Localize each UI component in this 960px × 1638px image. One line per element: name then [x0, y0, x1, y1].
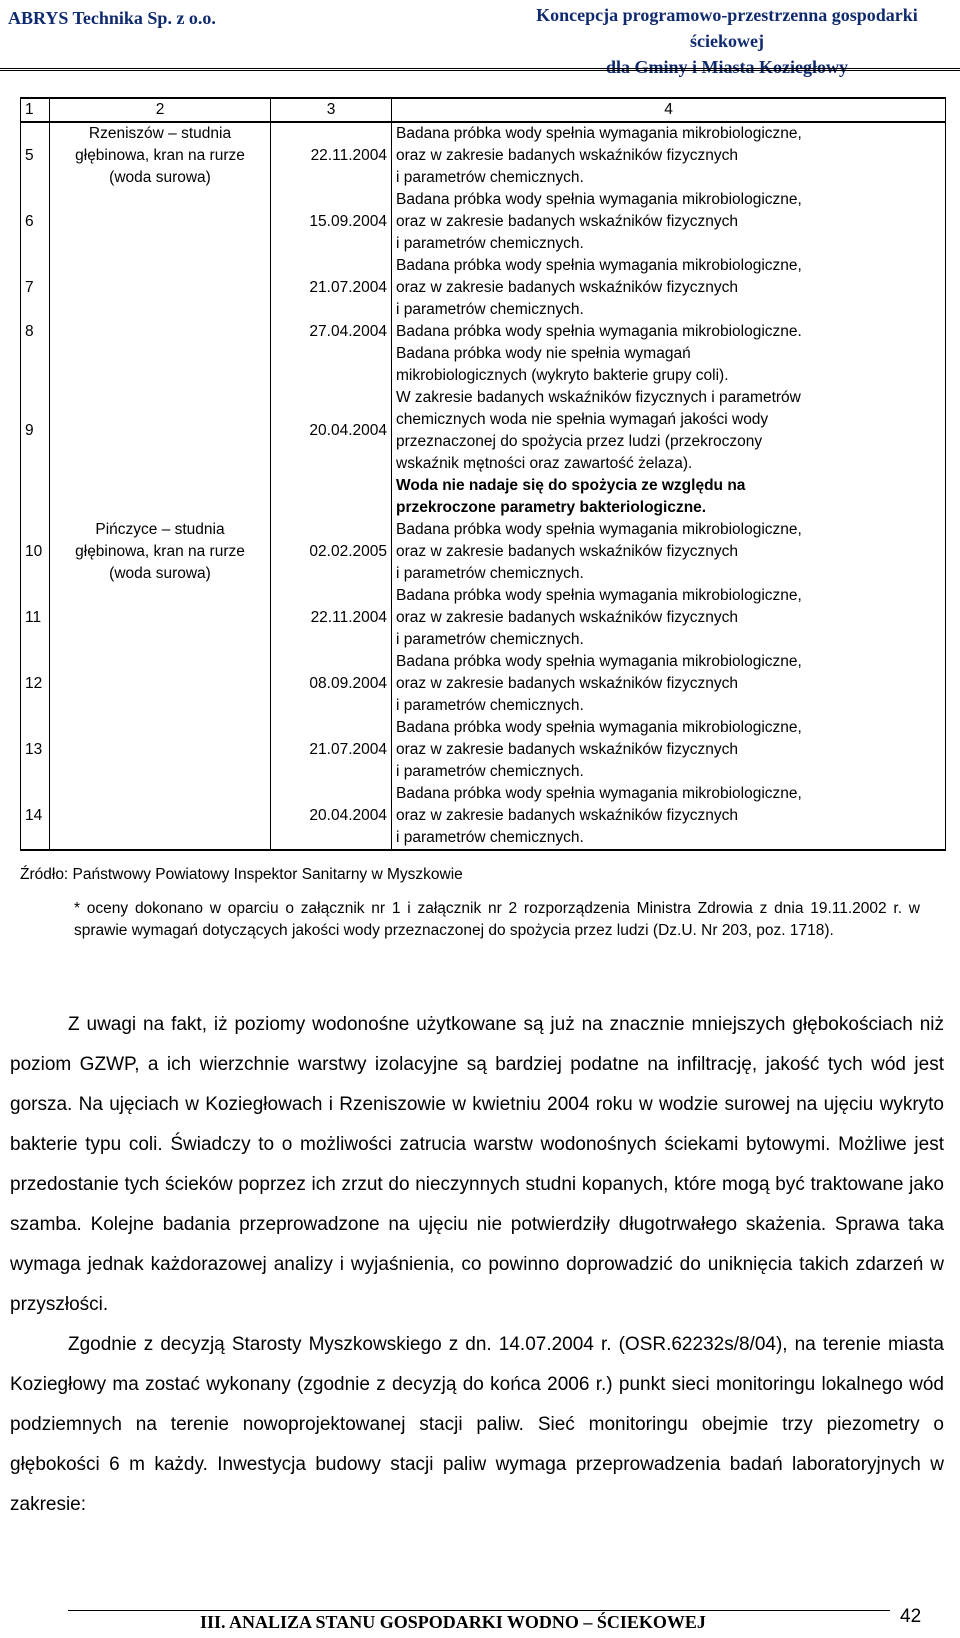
- location-line: głębinowa, kran na rurze: [75, 147, 245, 164]
- location-line: (woda surowa): [109, 565, 211, 582]
- test-result: [392, 717, 946, 783]
- row-number: 5: [21, 122, 50, 189]
- result-line: Badana próbka wody spełnia wymagania mikrobiologiczne,: [396, 587, 802, 604]
- result-line: i parametrów chemicznych.: [396, 235, 584, 252]
- result-line: i parametrów chemicznych.: [396, 763, 584, 780]
- result-conclusion-line: przekroczone parametry bakteriologiczne.: [396, 499, 707, 516]
- location-line: (woda surowa): [109, 169, 211, 186]
- row-number: 9: [21, 343, 50, 519]
- sampling-location: [50, 783, 271, 850]
- result-line: i parametrów chemicznych.: [396, 565, 584, 582]
- test-result: [392, 783, 946, 850]
- table-row: [21, 321, 946, 343]
- result-line: Badana próbka wody spełnia wymagania mikrobiologiczne,: [396, 125, 802, 142]
- sampling-location: [50, 717, 271, 783]
- footer-rule: [68, 1610, 890, 1611]
- sample-date: 08.09.2004: [271, 651, 392, 717]
- result-line: Badana próbka wody spełnia wymagania mikrobiologiczne,: [396, 521, 802, 538]
- result-line: Badana próbka wody spełnia wymagania mikrobiologiczne,: [396, 191, 802, 208]
- table-row: [21, 651, 946, 717]
- test-result: [392, 519, 946, 585]
- page-header: [8, 0, 952, 77]
- sampling-location: [50, 189, 271, 255]
- result-line: i parametrów chemicznych.: [396, 829, 584, 846]
- sample-date: 21.07.2004: [271, 717, 392, 783]
- result-conclusion-line: Woda nie nadaje się do spożycia ze względu na: [396, 477, 746, 494]
- sample-date: 02.02.2005: [271, 519, 392, 585]
- row-number: 10: [21, 519, 50, 585]
- result-line: oraz w zakresie badanych wskaźników fizycznych: [396, 543, 738, 560]
- result-line: oraz w zakresie badanych wskaźników fizycznych: [396, 675, 738, 692]
- table-row: [21, 717, 946, 783]
- test-result: [392, 651, 946, 717]
- result-line: W zakresie badanych wskaźników fizycznych i parametrów: [396, 389, 801, 406]
- result-line: i parametrów chemicznych.: [396, 301, 584, 318]
- result-line: mikrobiologicznych (wykryto bakterie grupy coli).: [396, 367, 729, 384]
- row-number: 12: [21, 651, 50, 717]
- document-title-line-2: dla Gminy i Miasta Koziegłowy: [606, 57, 848, 77]
- result-line: oraz w zakresie badanych wskaźników fizycznych: [396, 279, 738, 296]
- test-result: [392, 189, 946, 255]
- sampling-location: [50, 585, 271, 651]
- row-number: 11: [21, 585, 50, 651]
- sample-date: 20.04.2004: [271, 783, 392, 850]
- table-header-row: [21, 98, 946, 122]
- test-result: [392, 255, 946, 321]
- test-result: [392, 321, 946, 343]
- footnote: * oceny dokonano w oparciu o załącznik nr 1 i załącznik nr 2 rozporządzenia Ministra Zdrowia z dnia 19.11.2002 r. w sprawie wymagań dotyczących jakości wody przeznaczonej do spożycia przez ludzi (Dz.U. Nr 203, poz. 1718).: [74, 900, 920, 939]
- table-row: [21, 343, 946, 519]
- body-paragraph: Z uwagi na fakt, iż poziomy wodonośne użytkowane są już na znacznie mniejszych głębokościach niż poziom GZWP, a ich wierzchnie warstwy izolacyjne są bardziej podatne na infiltrację, jakość tych wód jest gorsza. Na ujęciach w Koziegłowach i Rzeniszowie w kwietniu 2004 roku w wodzie surowej na ujęciu wykryto bakterie typu coli. Świadczy to o możliwości zatrucia warstw wodonośnych ściekami bytowymi. Możliwe jest przedostanie tych ścieków poprzez ich zrzut do nieczynnych studni kopanych, które mogą być traktowane jako szamba. Kolejne badania przeprowadzone na ujęciu nie potwierdziły długotrwałego skażenia. Sprawa taka wymaga jednak każdorazowej analizy i wyjaśnienia, co powinno doprowadzić do uniknięcia takich zdarzeń w przyszłości.: [10, 1014, 944, 1315]
- row-number: 7: [21, 255, 50, 321]
- result-line: Badana próbka wody spełnia wymagania mikrobiologiczne,: [396, 653, 802, 670]
- table-row: [21, 519, 946, 585]
- result-line: Badana próbka wody spełnia wymagania mikrobiologiczne,: [396, 257, 802, 274]
- location-line: Pińczyce – studnia: [95, 521, 225, 538]
- result-line: oraz w zakresie badanych wskaźników fizycznych: [396, 147, 738, 164]
- result-line: przeznaczonej do spożycia przez ludzi (przekroczony: [396, 433, 763, 450]
- test-result: [392, 585, 946, 651]
- row-number: 14: [21, 783, 50, 850]
- sampling-location: [50, 321, 271, 343]
- column-header: 1: [21, 98, 50, 122]
- sampling-location: [50, 519, 271, 585]
- column-header: 4: [392, 98, 946, 122]
- test-result: [392, 343, 946, 519]
- result-line: Badana próbka wody spełnia wymagania mikrobiologiczne.: [396, 323, 802, 340]
- page-number: 42: [900, 1606, 922, 1627]
- row-number: 6: [21, 189, 50, 255]
- document-title-line-1: Koncepcja programowo-przestrzenna gospodarki ściekowej: [536, 5, 918, 51]
- sample-date: 21.07.2004: [271, 255, 392, 321]
- result-line: i parametrów chemicznych.: [396, 169, 584, 186]
- company-name: ABRYS Technika Sp. z o.o.: [8, 8, 216, 28]
- result-line: oraz w zakresie badanych wskaźników fizycznych: [396, 741, 738, 758]
- result-line: Badana próbka wody spełnia wymagania mikrobiologiczne,: [396, 785, 802, 802]
- location-line: Rzeniszów – studnia: [88, 125, 232, 142]
- result-line: wskaźnik mętności oraz zawartość żelaza).: [396, 455, 693, 472]
- sampling-location: [50, 343, 271, 519]
- result-line: i parametrów chemicznych.: [396, 631, 584, 648]
- result-line: oraz w zakresie badanych wskaźników fizycznych: [396, 213, 738, 230]
- sample-date: 22.11.2004: [271, 585, 392, 651]
- result-line: chemicznych woda nie spełnia wymagań jakości wody: [396, 411, 769, 428]
- table-row: [21, 585, 946, 651]
- sample-date: 20.04.2004: [271, 343, 392, 519]
- sample-date: 27.04.2004: [271, 321, 392, 343]
- result-line: oraz w zakresie badanych wskaźników fizycznych: [396, 609, 738, 626]
- result-line: oraz w zakresie badanych wskaźników fizycznych: [396, 807, 738, 824]
- result-line: i parametrów chemicznych.: [396, 697, 584, 714]
- sampling-location: [50, 255, 271, 321]
- column-header: 3: [271, 98, 392, 122]
- table-row: [21, 189, 946, 255]
- sampling-location: [50, 651, 271, 717]
- sample-date: 22.11.2004: [271, 122, 392, 189]
- table-source-note: Źródło: Państwowy Powiatowy Inspektor Sanitarny w Myszkowie: [20, 866, 463, 883]
- row-number: 13: [21, 717, 50, 783]
- test-result: [392, 122, 946, 189]
- location-line: głębinowa, kran na rurze: [75, 543, 245, 560]
- column-header: 2: [50, 98, 271, 122]
- table-row: [21, 783, 946, 850]
- sample-date: 15.09.2004: [271, 189, 392, 255]
- body-paragraph: Zgodnie z decyzją Starosty Myszkowskiego z dn. 14.07.2004 r. (OSR.62232s/8/04), na terenie miasta Koziegłowy ma zostać wykonany (zgodnie z decyzją do końca 2006 r.) punkt sieci monitoringu lokalnego wód podziemnych na terenie nowoprojektowanej stacji paliw. Sieć monitoringu obejmie trzy piezometry o głębokości 6 m każdy. Inwestycja budowy stacji paliw wymaga przeprowadzenia badań laboratoryjnych w zakresie:: [10, 1334, 944, 1515]
- sampling-location: [50, 122, 271, 189]
- result-line: Badana próbka wody spełnia wymagania mikrobiologiczne,: [396, 719, 802, 736]
- water-quality-table: [20, 97, 946, 851]
- row-number: 8: [21, 321, 50, 343]
- footer-section-title: III. ANALIZA STANU GOSPODARKI WODNO – ŚCIEKOWEJ: [200, 1612, 706, 1632]
- table-row: [21, 255, 946, 321]
- table-row: [21, 122, 946, 189]
- header-rule: [0, 68, 960, 71]
- result-line: Badana próbka wody nie spełnia wymagań: [396, 345, 691, 362]
